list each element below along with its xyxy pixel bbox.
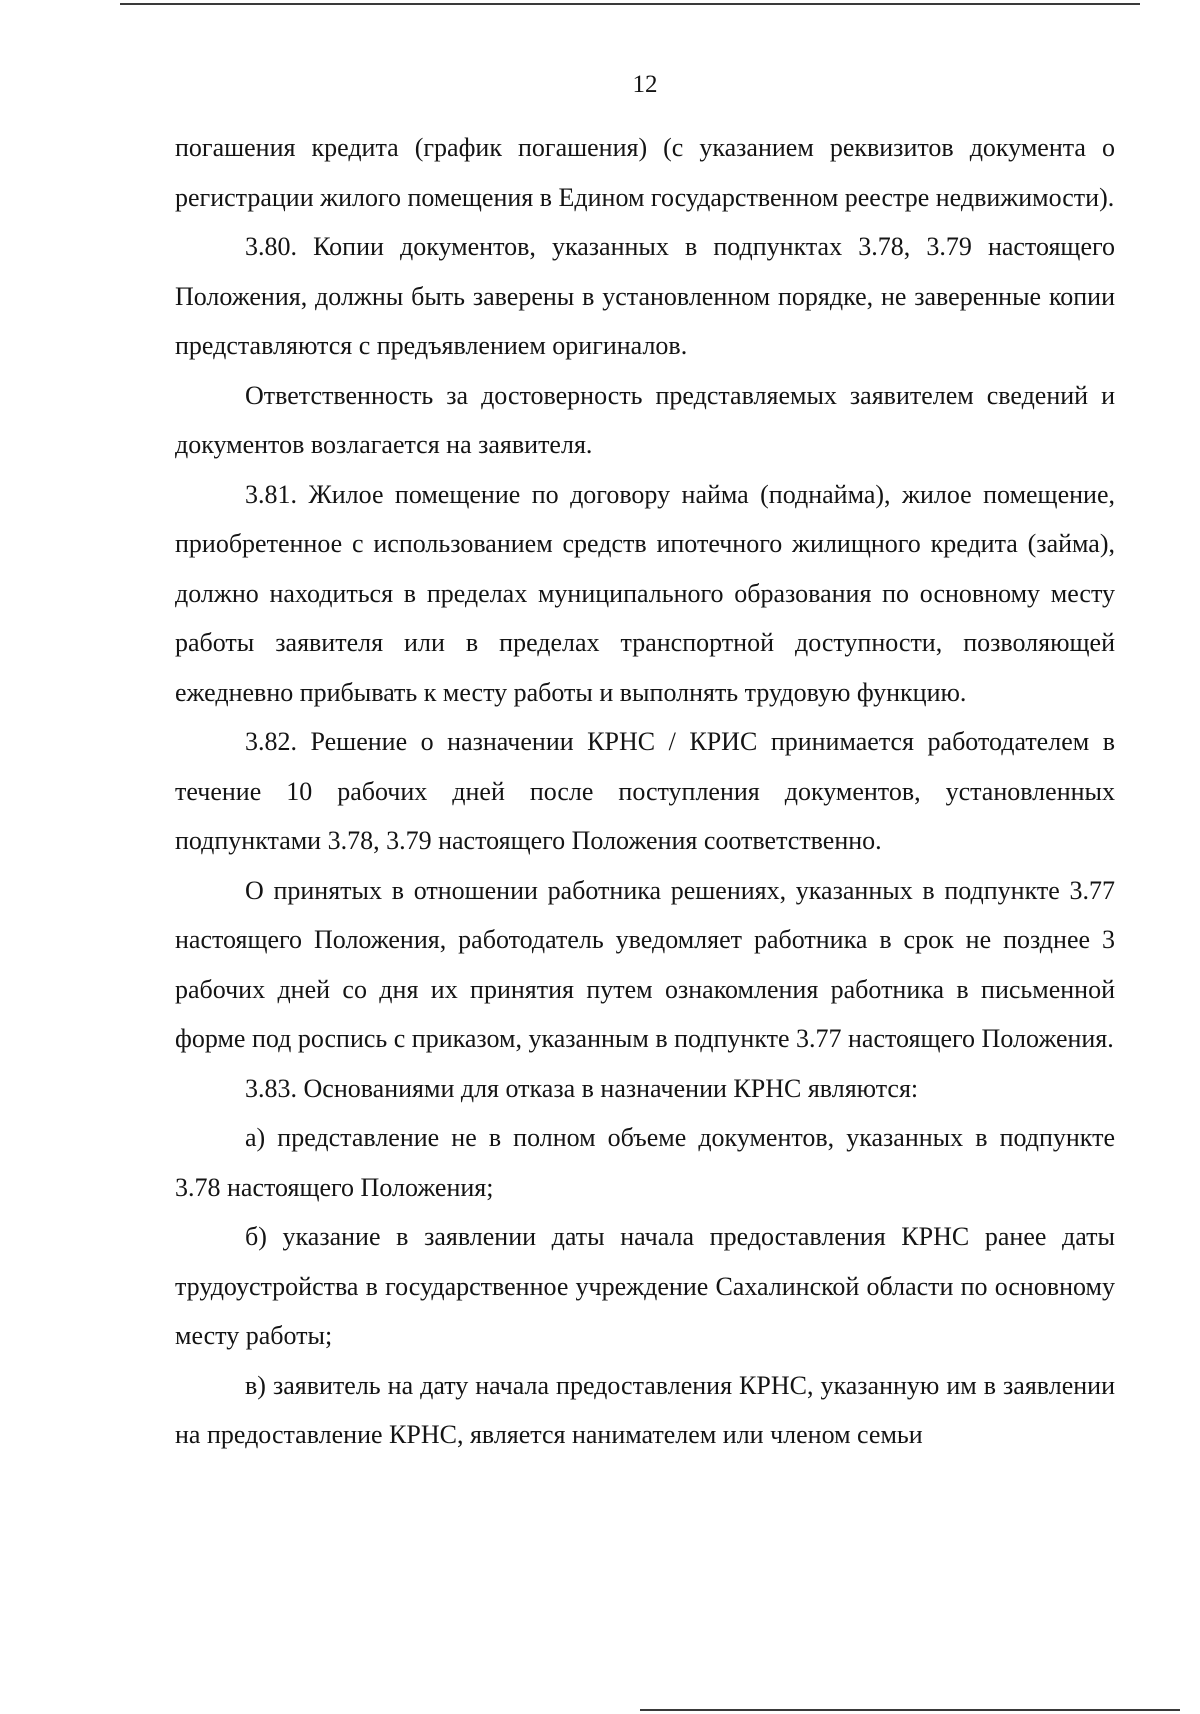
paragraph-3-81: 3.81. Жилое помещение по договору найма (поднайма), жилое помещение, приобретенное с использованием средств ипотечного жилищного кредита (займа), должно находиться в пределах муниципального образования по основному месту работы заявителя или в пределах транспортной доступности, позволяющей ежедневно прибывать к месту работы и выполнять трудовую функцию. [175,479,1115,707]
bottom-scan-edge-line [640,1709,1180,1711]
paragraph-item-b: б) указание в заявлении даты начала предоставления КРНС ранее даты трудоустройства в государственное учреждение Сахалинской области по основному месту работы; [175,1222,1115,1350]
page-number: 12 [632,71,658,98]
paragraph-3-83: 3.83. Основаниями для отказа в назначении КРНС являются: [245,1073,919,1103]
document-body [175,123,1115,1460]
paragraph-responsibility: Ответственность за достоверность представляемых заявителем сведений и документов возлагается на заявителя. [175,380,1115,459]
paragraph-notification: О принятых в отношении работника решениях, указанных в подпункте 3.77 настоящего Положения, работодатель уведомляет работника в срок не позднее 3 рабочих дней со дня их принятия путем ознакомления работника в письменной форме под роспись с приказом, указанным в подпункте 3.77 настоящего Положения. [175,875,1115,1053]
top-scan-edge-line [120,3,1140,5]
paragraph-item-v: в) заявитель на дату начала предоставления КРНС, указанную им в заявлении на предоставление КРНС, является нанимателем или членом семьи [175,1370,1115,1449]
paragraph-item-a: а) представление не в полном объеме документов, указанных в подпункте 3.78 настоящего Положения; [175,1123,1115,1202]
paragraph-continuation: погашения кредита (график погашения) (с указанием реквизитов документа о регистрации жилого помещения в Едином государственном реестре недвижимости). [175,133,1115,212]
paragraph-3-82: 3.82. Решение о назначении КРНС / КРИС принимается работодателем в течение 10 рабочих дней после поступления документов, установленных подпунктами 3.78, 3.79 настоящего Положения соответственно. [175,727,1115,855]
paragraph-3-80: 3.80. Копии документов, указанных в подпунктах 3.78, 3.79 настоящего Положения, должны быть заверены в установленном порядке, не заверенные копии представляются с предъявлением оригиналов. [175,232,1115,360]
